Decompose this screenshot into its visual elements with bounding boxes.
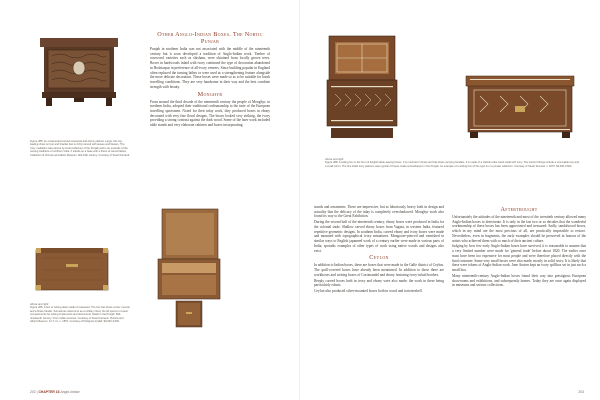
carved-chest-photo [34, 30, 124, 110]
paragraph: Punjab in northern India was not associated with the middle of the nineteenth century but it soon developed a tradition of Anglo-Indian work. Timber of rosewood varieties such as shisham, were obtained from locally grown trees. Boxes in hardwoods inlaid with ivory continued the type of decoration abandoned in Hoshiarpur in preference of all-ivory veneers. Since building popular in England often replaced the turning lathes or were used as a strengthening feature alongside the more delicate decoration. These boxes were made so as to be suitable for harsh travelling conditions. They are very handsome in their way and the best combine strength with beauty. [150, 47, 270, 89]
folio-left: 202 | CHAPTER 16 Anglo-Indian [30, 390, 80, 394]
folio-right [578, 390, 584, 394]
paragraph: From around the third decade of the nineteenth century the people of Monghyr, in northern India, adopted their traditional craftsmanship to the taste of the European travelling sportsmen. Noted for their inlay work, they produced boxes in ebony decorated with very fine floral designs. The boxes looked very striking, the ivory providing a strong contrast against the dark wood. Some of the later work included table stands and very elaborate cabinets and boxes incorporating [150, 99, 270, 128]
caption-body: Figure 288: A writing box in the form of English table-sewing boxes. It is mounted in brass and has brass carrying handles. It is made of a shisham-like wood inlaid with ivory. The interior fittings include a removable tray and a small mirror. The fine inlaid ivory patterns were typical of boxes made at Hoshiarpur in the Punjab. An example of a writing box of this type is in a private collection. Courtesy of Stuart Ferrand. c. 1870. $3,000-3,500. [325, 161, 579, 168]
rosewood-box-photo [32, 238, 112, 300]
figure-caption-top [30, 140, 130, 157]
open-writing-box-photo [148, 205, 228, 335]
caption-body: Figure 286: A box or writing desk made of rosewood. The box has brass corner mounts and a brass handle. Sometimes referred to as a military chest, the lid opens to reveal compartments for writing implements and documents. Made in the Punjab. Mid-nineteenth century. From Indian sources. Courtesy of Stuart Ferrand. Victoria and Albert Museum. 12.7 cm, c. 1870. Courtesy of Pettigrew & Mail. $3,000-3,500. [30, 306, 130, 324]
caption-title: Above and right: [325, 158, 344, 161]
text-column-left [150, 30, 270, 129]
figure-caption [325, 158, 580, 168]
paragraph: Ceylon also produced silver-mounted boxes both in wood and tortoiseshell. [314, 289, 423, 294]
page-number: 203 [578, 390, 584, 394]
figure-caption-bottom [30, 303, 130, 323]
section-heading: Ceylon [369, 254, 389, 262]
inlaid-sewing-box-photo [325, 34, 400, 144]
right-page [300, 0, 600, 400]
paragraph: Judging by how few early Anglo-Indian boxes have survived, it is reasonable to assume that a very limited number were made for 'general trade' before about 1820. The earlier ones must have been too expensive for most people and were therefore placed directly with the final customer. Some very small boxes were also made, mostly in solid ivory. It is likely that these were tokens of Anglo-Indian work. Jane Austen kept an ivory spillbox set in just such a small box. [452, 244, 586, 272]
caption-title: Above and right: [30, 303, 49, 306]
chapter-label: CHAPTER 16 [38, 390, 60, 394]
paragraph: Beeply carved boxes both in ivory and ebony were also made; the work in these being particularly robust. [314, 278, 444, 288]
page-number: 202 [30, 390, 36, 394]
paragraph: In addition to Indian boxes, there are boxes that were made in the Galle district of Ceylon. The quill-covered boxes have already been mentioned. In addition to these there are workboxes and writing boxes of Coromandel and ebony featuring ivory-inlaid borders. [314, 263, 444, 277]
paragraph: stands and ornaments. These are impressive, but as laboriously heavy both in design and actuality that the delicacy of the inlay is completely overshadowed. Monghyr work also found its way to the Great Exhibition. [314, 205, 444, 219]
section-heading: Afterthought [500, 206, 538, 213]
paragraph: Unfortunately the attitudes of the nineteenth and most of the twentieth century allowed many Anglo-Indian boxes to deteriorate. It is only in the last two or so decades that the wonderful workmanship of these boxes has been appreciated and treasured. Sadly, sandalwood boxes, which in my mind are the most precious of all, are practically impossible to restore. Nevertheless, even in fragments, the early examples should be preserved in honour of the artists who achieved them with so much of their ancient culture. [452, 215, 586, 243]
section-heading: Monghyr [197, 90, 223, 98]
inlaid-box-closed-photo [460, 68, 580, 148]
chapter-title: Anglo-Indian [60, 390, 80, 394]
text-column-right-a [314, 205, 444, 295]
paragraph: Many nineteenth-century Anglo-Indian boxes found their way into prestigious European showrooms and exhibitions, and subsequently homes. Today they are once again displayed in museums and serious collections. [452, 273, 586, 288]
text-column-right-b [452, 205, 586, 289]
paragraph: During the second half of the nineteenth century, ebony boxes were produced in India for the colonial trade. Shallow carved ebony boxes from Vagina, in western India, featured repetitive geometric designs. In southern India, carved ebony and ivory boxes were made and mounted with topographical ivory miniatures. Mongoose-pierced and varnished in similar ways to English japanned work of a century earlier were made in various parts of India, sporadic examples of other types of work using native woods and designs also exist. [314, 220, 444, 253]
section-heading: Other Anglo-Indian Boxes. The Nortic Punjab [157, 31, 263, 45]
caption-body: Figure 285: An ornamented carved rosewood and ebony cabinet. Large, this top-loading chest on bun and bracket feet is richly carved with leaves and flowers. The ivory medallion was carved by local craftsmen of the Punjab and is an example of the carving traditions of northern India. It stands on a base with a frieze of carved lattice. Collection of Victoria and Albert Museum. Mid 19th century. Courtesy of Stuart Ferrand. [30, 140, 130, 157]
